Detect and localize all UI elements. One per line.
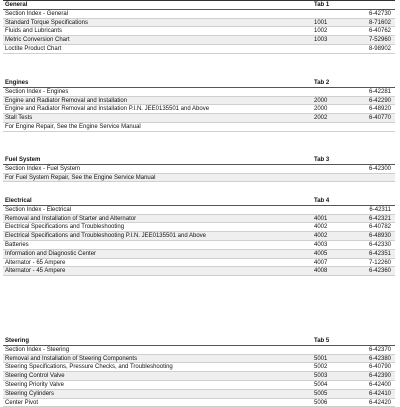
row-section-number: 4002 — [314, 233, 328, 240]
row-title: Section Index - General — [5, 10, 69, 17]
section-title: Engines — [5, 80, 29, 86]
row-title: Information and Diagnostic Center — [5, 250, 97, 257]
index-row[interactable] — [3, 390, 395, 399]
index-row[interactable] — [3, 250, 395, 259]
row-title: Standard Torque Specifications — [5, 19, 88, 26]
section-header — [3, 156, 395, 165]
row-section-number: 4007 — [314, 259, 328, 266]
index-row[interactable] — [3, 105, 395, 114]
section-steering — [3, 337, 395, 407]
row-section-number: 5006 — [314, 399, 328, 406]
row-section-number: 1003 — [314, 37, 328, 44]
row-title: Electrical Specifications and Troubleshooting — [5, 224, 125, 231]
section-header — [3, 79, 395, 88]
row-manual-code: 6-42311 — [369, 206, 391, 213]
row-title: Stall Tests — [5, 115, 33, 122]
section-tab: Tab 4 — [314, 198, 330, 204]
row-manual-code: 6-40762 — [368, 28, 391, 35]
index-row[interactable] — [3, 114, 395, 123]
row-section-number: 2000 — [314, 97, 328, 104]
row-section-number: 2002 — [314, 115, 328, 122]
row-manual-code: 6-42370 — [368, 346, 391, 353]
row-manual-code: 6-42300 — [368, 165, 391, 172]
row-title: For Fuel System Repair, See the Engine Service Manual — [5, 174, 156, 181]
row-manual-code: 6-42330 — [368, 241, 391, 248]
row-manual-code: 6-42420 — [368, 399, 391, 406]
row-section-number: 1002 — [314, 28, 328, 35]
section-header — [3, 1, 395, 10]
row-title: Alternator - 65 Ampere — [5, 259, 66, 266]
row-title: Section Index - Engines — [5, 88, 69, 95]
row-section-number: 5002 — [314, 364, 328, 371]
row-manual-code: 6-40770 — [368, 115, 391, 122]
row-title: Metric Conversion Chart — [5, 37, 70, 44]
index-row[interactable] — [3, 36, 395, 45]
row-title: Removal and Installation of Steering Components — [5, 355, 138, 362]
index-row[interactable] — [3, 123, 395, 132]
index-row[interactable] — [3, 165, 395, 174]
row-section-number: 4002 — [314, 224, 328, 231]
row-title: Steering Specifications, Pressure Checks, and Troubleshooting — [5, 364, 173, 371]
index-row[interactable] — [3, 355, 395, 364]
section-engines — [3, 79, 395, 132]
row-title: Steering Priority Valve — [5, 381, 64, 388]
row-title: Section Index - Fuel System — [5, 165, 81, 172]
row-manual-code: 6-42390 — [368, 373, 391, 380]
index-row[interactable] — [3, 346, 395, 355]
section-tab: Tab 1 — [314, 2, 330, 8]
section-title: Electrical — [5, 198, 32, 204]
row-manual-code: 6-42290 — [368, 97, 391, 104]
index-row[interactable] — [3, 372, 395, 381]
row-title: Section Index - Electrical — [5, 206, 72, 213]
row-title: Batteries — [5, 241, 29, 248]
section-title: Steering — [5, 338, 30, 344]
index-row[interactable] — [3, 27, 395, 36]
row-manual-code: 6-42410 — [368, 390, 391, 397]
row-section-number: 1001 — [314, 19, 328, 26]
row-section-number: 5005 — [314, 390, 328, 397]
row-section-number: 5004 — [314, 381, 328, 388]
row-title: Electrical Specifications and Troubleshooting P.I.N. JEE0135501 and Above — [5, 233, 207, 240]
section-fuel-system — [3, 156, 395, 182]
row-manual-code: 6-42380 — [368, 355, 391, 362]
row-manual-code: 6-40782 — [368, 224, 391, 231]
section-electrical — [3, 197, 395, 276]
row-manual-code: 6-48930 — [368, 233, 391, 240]
section-tab: Tab 2 — [314, 80, 330, 86]
row-manual-code: 8-98902 — [368, 45, 391, 52]
row-manual-code: 6-42281 — [368, 88, 391, 95]
section-header — [3, 197, 395, 206]
row-section-number: 5003 — [314, 373, 328, 380]
index-row[interactable] — [3, 232, 395, 241]
index-row[interactable] — [3, 215, 395, 224]
index-row[interactable] — [3, 88, 395, 97]
section-title: General — [5, 2, 28, 8]
section-header — [3, 337, 395, 346]
index-row[interactable] — [3, 223, 395, 232]
row-section-number: 4003 — [314, 241, 328, 248]
section-title: Fuel System — [5, 157, 41, 163]
row-title: Engine and Radiator Removal and Installation — [5, 97, 128, 104]
row-manual-code: 8-71602 — [368, 19, 391, 26]
index-row[interactable] — [3, 206, 395, 215]
row-manual-code: 7-12260 — [368, 259, 391, 266]
row-section-number: 4005 — [314, 250, 328, 257]
row-title: Engine and Radiator Removal and Installation P.I.N. JEE0135501 and Above — [5, 106, 210, 113]
index-row[interactable] — [3, 45, 395, 54]
index-row[interactable] — [3, 174, 395, 183]
row-title: Center Pivot — [5, 399, 39, 406]
row-title: Fluids and Lubricants — [5, 28, 63, 35]
row-section-number: 2000 — [314, 106, 328, 113]
section-general — [3, 1, 395, 54]
row-manual-code: 7-52960 — [368, 37, 391, 44]
row-title: Steering Cylinders — [5, 390, 55, 397]
row-manual-code: 6-42730 — [368, 10, 391, 17]
row-title: Section Index - Steering — [5, 346, 70, 353]
row-manual-code: 6-48920 — [368, 106, 391, 113]
row-section-number: 4001 — [314, 215, 328, 222]
row-manual-code: 6-42351 — [368, 250, 391, 257]
row-title: Loctite Product Chart — [5, 45, 62, 52]
row-title: For Engine Repair, See the Engine Service Manual — [5, 123, 141, 130]
row-manual-code: 6-42321 — [368, 215, 391, 222]
index-row[interactable] — [3, 259, 395, 268]
row-manual-code: 6-40790 — [368, 364, 391, 371]
row-title: Removal and Installation of Starter and Alternator — [5, 215, 137, 222]
section-tab: Tab 5 — [314, 338, 330, 344]
row-title: Steering Control Valve — [5, 373, 65, 380]
section-tab: Tab 3 — [314, 157, 330, 163]
row-section-number: 5001 — [314, 355, 328, 362]
index-row[interactable] — [3, 19, 395, 28]
index-row[interactable] — [3, 10, 395, 19]
row-manual-code: 6-42360 — [368, 268, 391, 275]
index-row[interactable] — [3, 363, 395, 372]
index-row[interactable] — [3, 241, 395, 250]
row-manual-code: 6-42400 — [368, 381, 391, 388]
index-row[interactable] — [3, 97, 395, 106]
index-row[interactable] — [3, 381, 395, 390]
row-title: Alternator - 45 Ampere — [5, 268, 66, 275]
row-section-number: 4008 — [314, 268, 328, 275]
index-row[interactable] — [3, 267, 395, 276]
